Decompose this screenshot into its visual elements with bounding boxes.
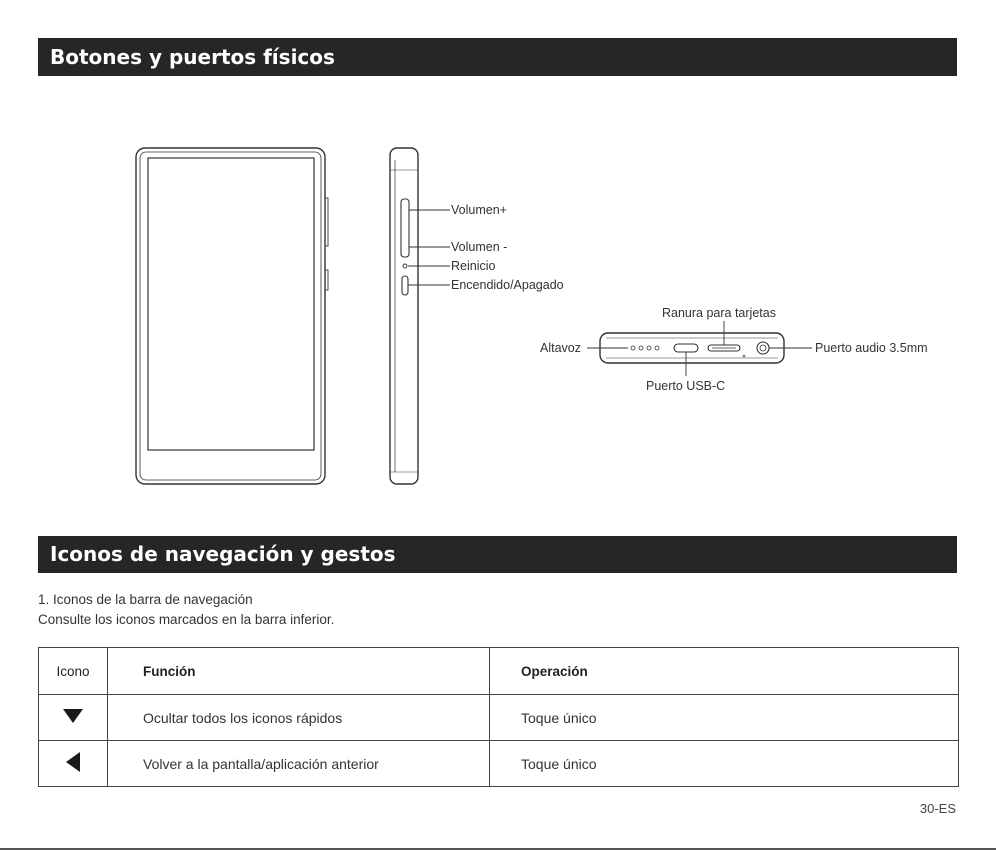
table-cell-operation: Toque único <box>490 741 959 787</box>
label-usb-port: Puerto USB-C <box>646 379 726 393</box>
label-speaker: Altavoz <box>540 341 581 355</box>
label-audio-port: Puerto audio 3.5mm <box>815 341 928 355</box>
device-front-view <box>136 148 328 484</box>
header-operation: Operación <box>490 648 959 695</box>
table-row <box>39 695 959 741</box>
table-cell-icon <box>39 741 108 787</box>
table-cell-icon <box>39 695 108 741</box>
label-reset: Reinicio <box>451 259 496 273</box>
label-power: Encendido/Apagado <box>451 278 564 292</box>
table-row <box>39 741 959 787</box>
header-icon: Icono <box>39 648 108 695</box>
navigation-icons-table <box>38 647 959 787</box>
table-cell-function: Ocultar todos los iconos rápidos <box>108 695 490 741</box>
table-header-row <box>39 648 959 695</box>
triangle-left-icon <box>66 752 80 772</box>
table-cell-function: Volver a la pantalla/aplicación anterior <box>108 741 490 787</box>
device-side-view <box>390 148 418 484</box>
label-volume-up: Volumen+ <box>451 203 507 217</box>
triangle-down-icon <box>63 709 83 723</box>
section-title-navigation: Iconos de navegación y gestos <box>38 536 957 573</box>
header-function: Función <box>108 648 490 695</box>
table-cell-operation: Toque único <box>490 695 959 741</box>
page-number: 30-ES <box>919 801 956 816</box>
intro-heading: 1. Iconos de la barra de navegación <box>38 592 253 607</box>
label-card-slot: Ranura para tarjetas <box>662 306 776 320</box>
label-volume-down: Volumen - <box>451 240 508 254</box>
section-title-buttons: Botones y puertos físicos <box>38 38 957 76</box>
intro-text: Consulte los iconos marcados en la barra inferior. <box>38 612 335 627</box>
bottom-divider <box>0 848 996 850</box>
